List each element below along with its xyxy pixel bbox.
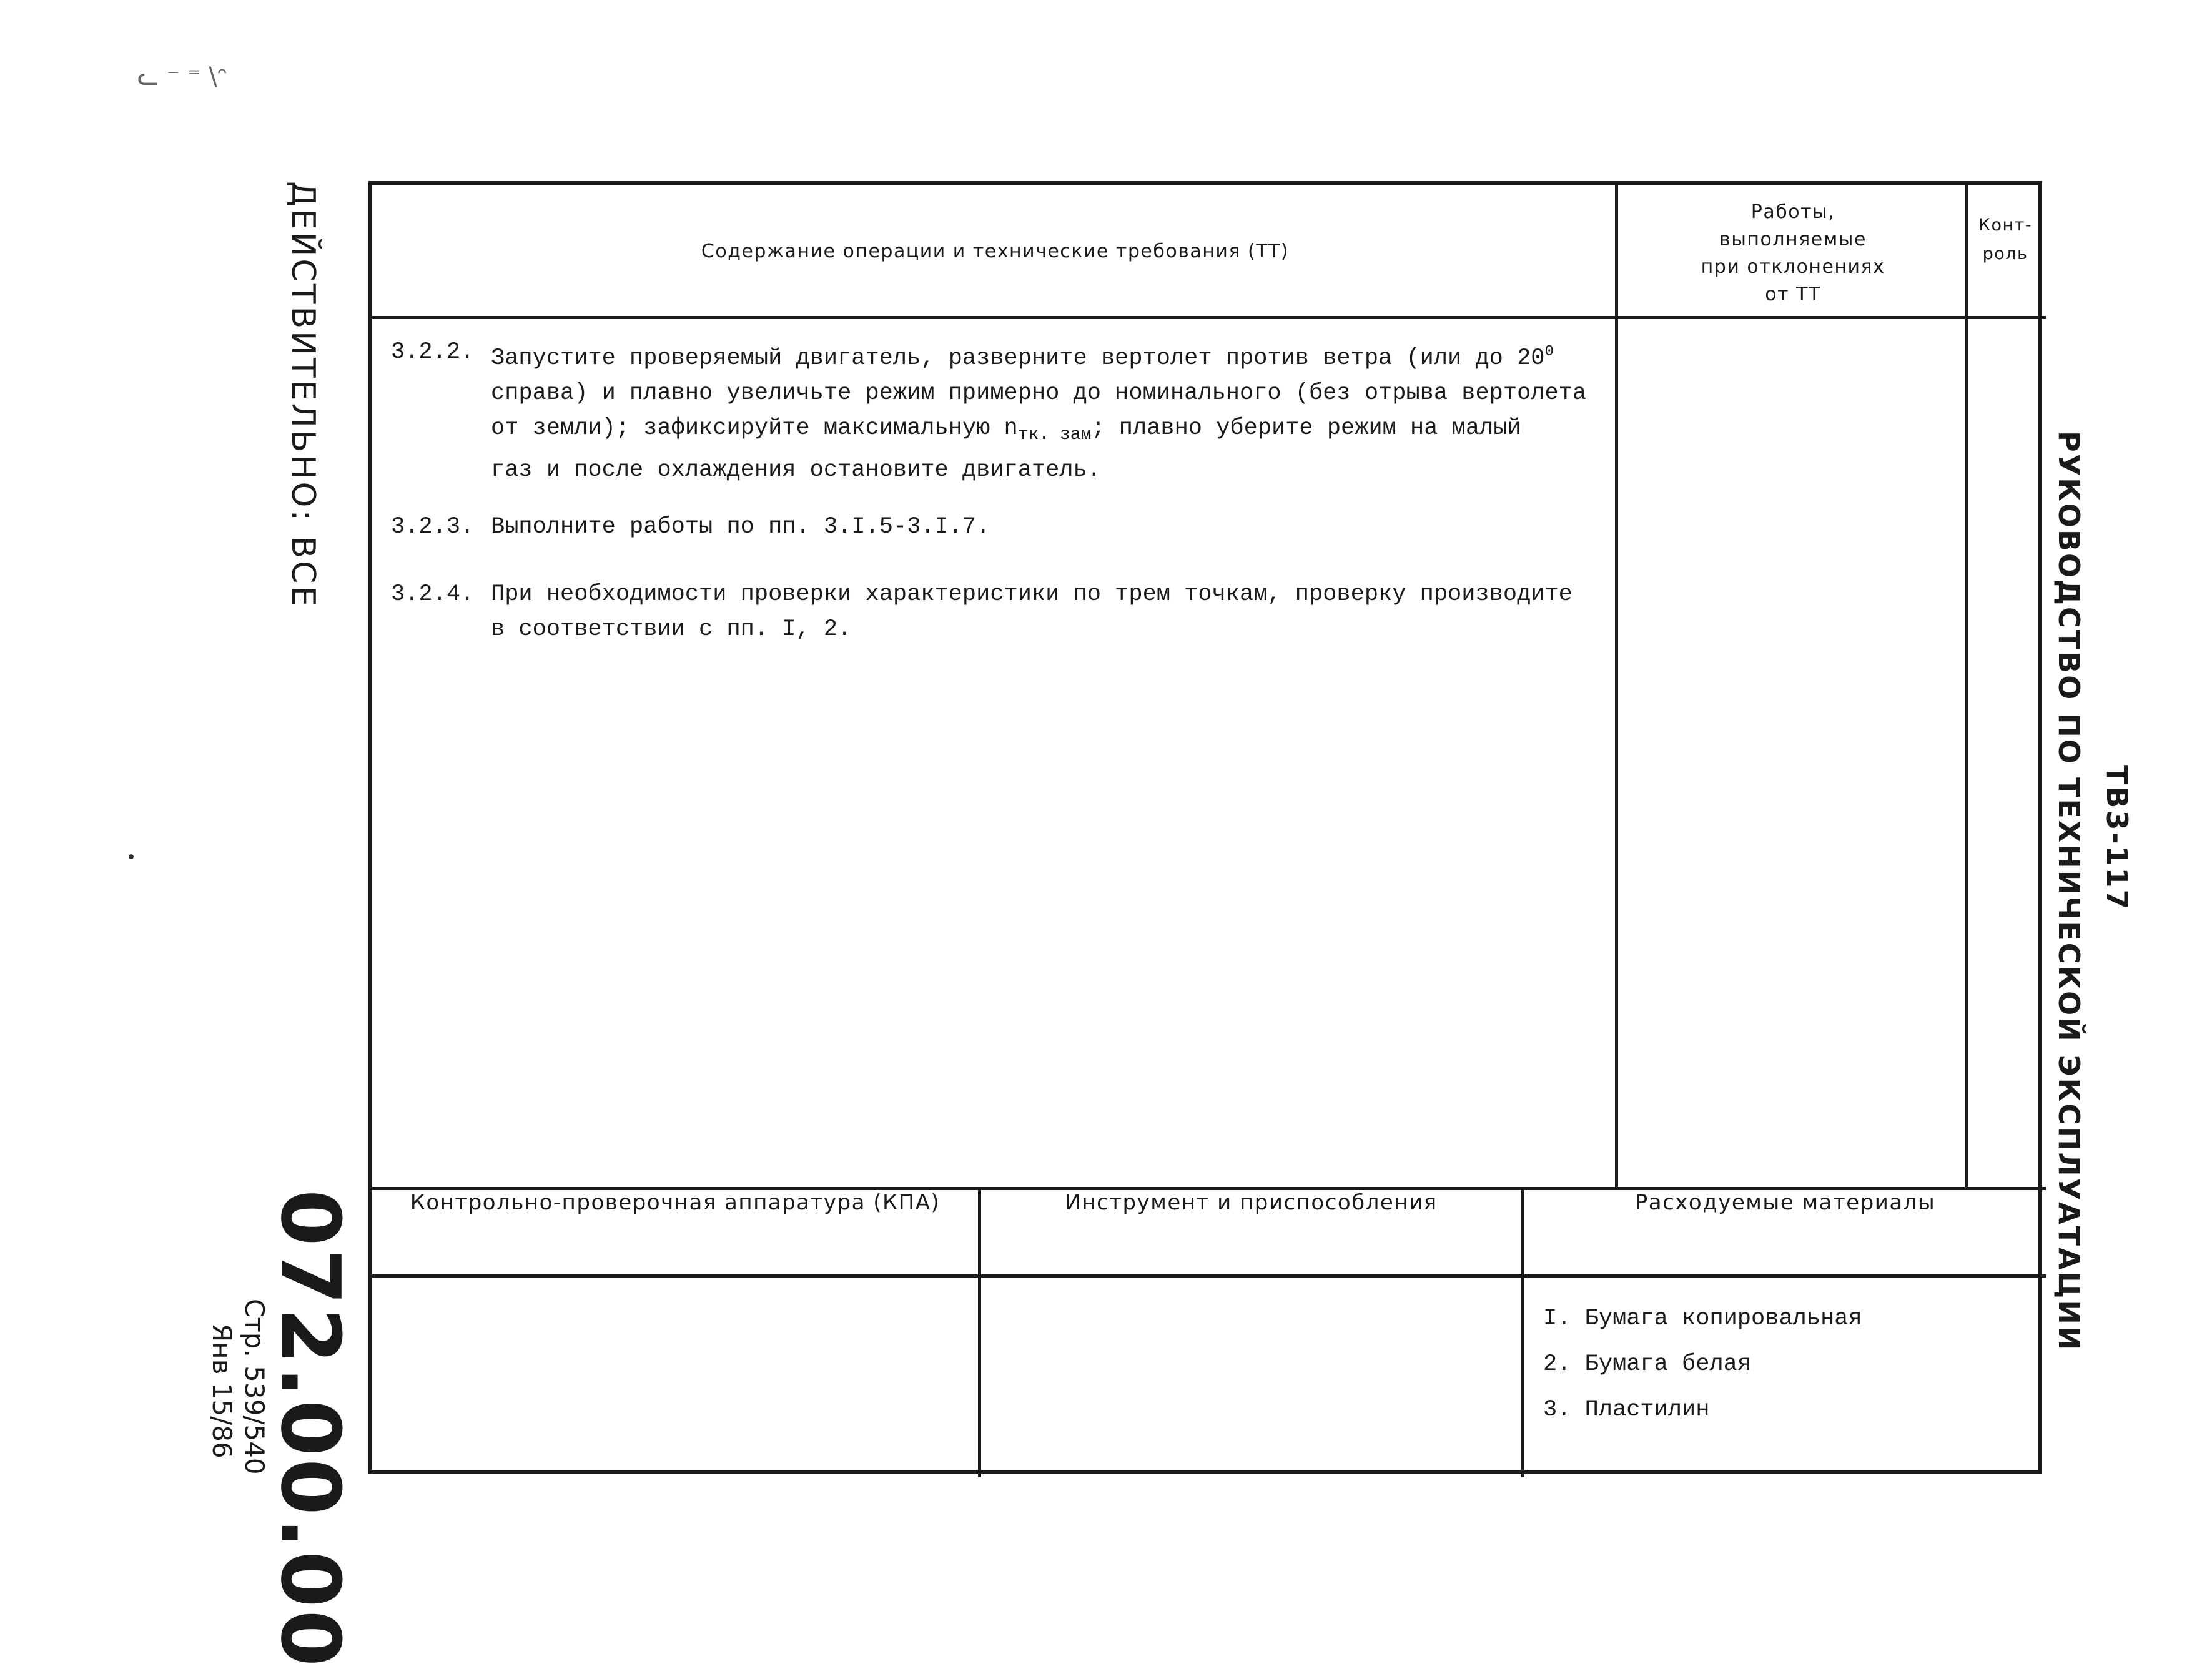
operation-line [491,411,1615,453]
manual-title: РУКОВОДСТВО ПО ТЕХНИЧЕСКОЙ ЭКСПЛУАТАЦИИ [2052,431,2086,1352]
stray-dot [129,854,134,859]
header-deviation-line: от ТТ [1765,283,1821,305]
rpm-subscript: тк. зам [1017,425,1092,445]
operation-3-2-2 [391,335,1615,488]
column-divider-kpa [978,1187,981,1477]
header-deviation-line: Работы, [1750,201,1835,223]
operation-3-2-3 [391,510,1615,544]
header-deviation [1618,199,1968,308]
operation-line-tail: ; плавно уберите режим на малый [1091,415,1521,441]
operation-line: в соответствии с пп. I, 2. [491,616,852,642]
column-divider-deviation [1965,185,1968,1190]
header-tools: Инструмент и приспособления [1065,1190,1438,1215]
material-item: I. Бумага копировальная [1543,1306,1862,1332]
header-control [1968,211,2043,268]
validity-note: ДЕЙСТВИТЕЛЬНО: ВСЕ [284,181,322,609]
operation-line-text: Запустите проверяемый двигатель, разверните вертолет против ветра (или до 20 [491,345,1545,372]
header-control-line: роль [1982,244,2028,263]
operation-line-text: от земли); зафиксируйте максимальную n [491,415,1018,441]
degree-mark: 0 [1544,343,1554,360]
column-divider-tools [1521,1187,1524,1477]
document-code: 072.00.00 [263,1189,358,1669]
operation-3-2-4 [391,577,1615,647]
corner-handwritten-mark: ᓚ ⁻ ⁼ \ᵔ [137,62,228,91]
operation-number: 3.2.3. [391,514,475,540]
engine-model: ТВ3-117 [2100,765,2134,912]
bottom-header-divider [372,1274,2046,1278]
operation-number: 3.2.4. [391,581,475,608]
operation-line: справа) и плавно увеличьте режим примерно до номинального (без отрыва вертолета [491,380,1587,406]
material-item: 3. Пластилин [1543,1397,1710,1423]
operation-line: Выполните работы по пп. 3.I.5-3.I.7. [491,514,990,540]
header-control-line: Конт- [1978,215,2033,235]
header-deviation-line: выполняемые [1719,229,1867,250]
operation-number: 3.2.2. [391,339,475,365]
column-divider-content [1615,185,1618,1190]
operation-line [491,335,1615,376]
header-materials: Расходуемые материалы [1634,1190,1936,1215]
header-deviation-line: при отклонениях [1701,256,1885,278]
revision-date: Янв 15/86 [207,1324,237,1459]
operation-line: газ и после охлаждения остановите двигатель. [491,457,1101,483]
header-divider [372,316,2046,319]
header-content: Содержание операции и технические требования (ТТ) [701,240,1290,262]
page-number: Стр. 539/540 [239,1299,270,1475]
operation-card-table [368,181,2042,1474]
operation-line: При необходимости проверки характеристики по трем точкам, проверку производите [491,581,1573,608]
header-kpa: Контрольно-проверочная аппаратура (КПА) [410,1190,941,1215]
material-item: 2. Бумага белая [1543,1351,1752,1377]
